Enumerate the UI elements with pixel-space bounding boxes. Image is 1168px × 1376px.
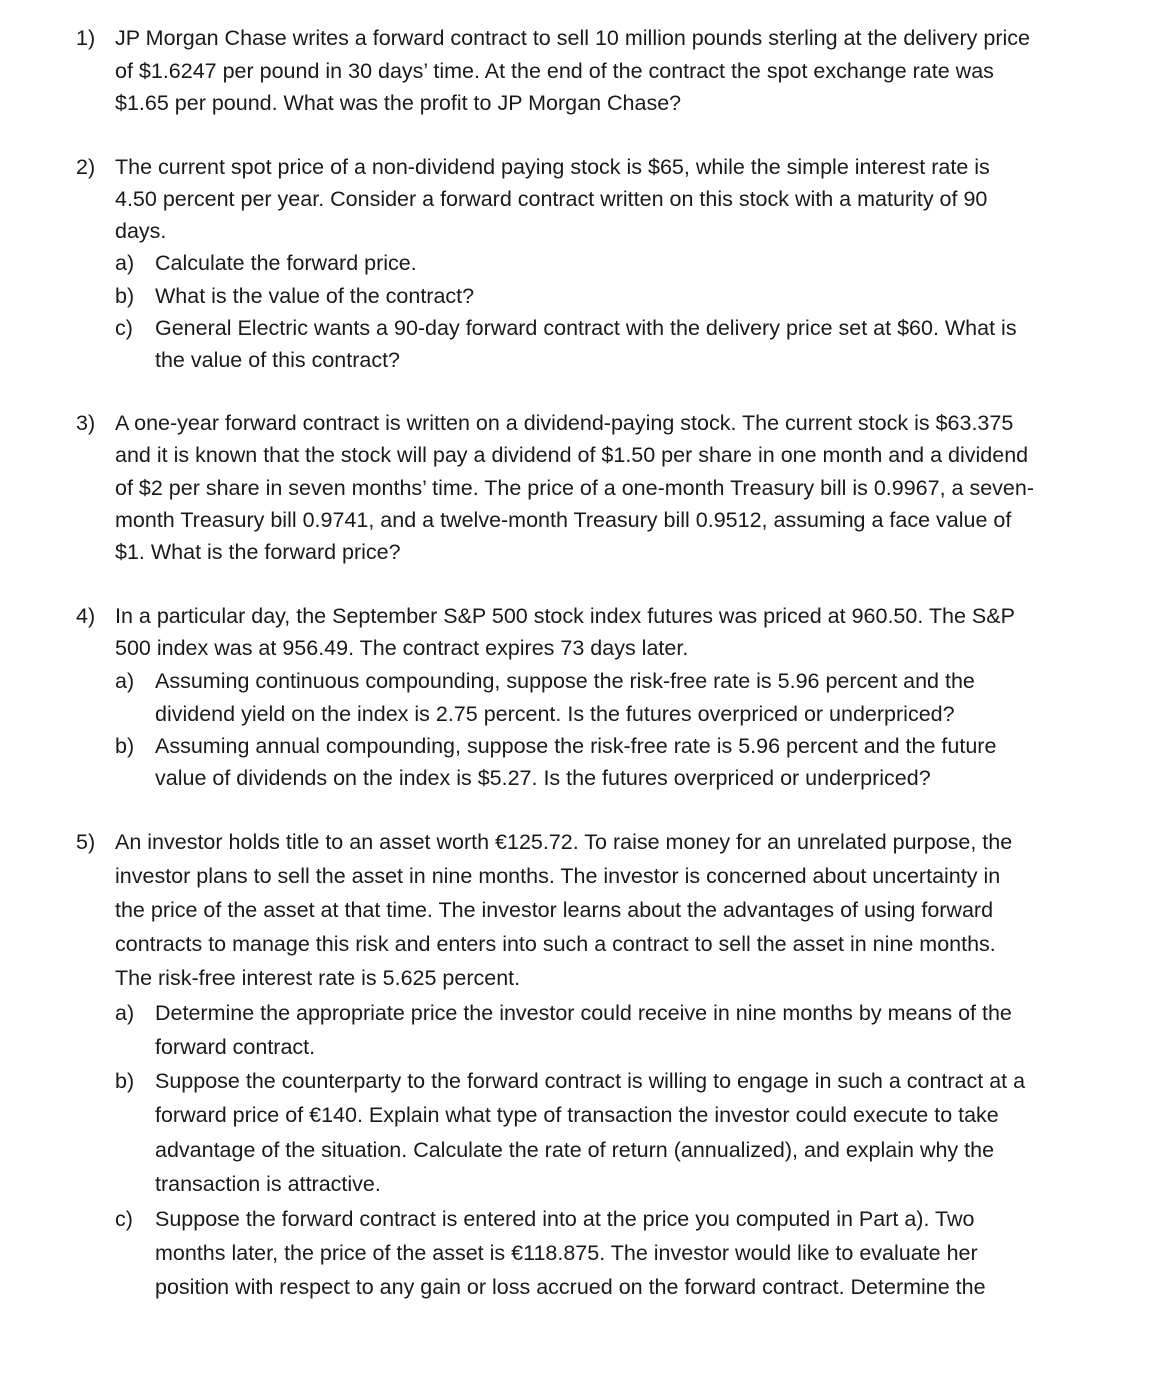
part-text-line: Determine the appropriate price the investor could receive in nine months by means of the <box>155 1001 1012 1025</box>
question-number: 5) <box>76 830 96 854</box>
part-text-line: position with respect to any gain or loss accrued on the forward contract. Determine the <box>155 1275 986 1299</box>
part-label: b) <box>115 284 135 308</box>
part-label: a) <box>115 251 135 275</box>
question-text-line: contracts to manage this risk and enters into such a contract to sell the asset in nine months. <box>115 932 996 956</box>
part-label: c) <box>115 1207 133 1231</box>
question-text-line: The current spot price of a non-dividend paying stock is $65, while the simple interest rate is <box>115 155 990 179</box>
question-text-line: the price of the asset at that time. The investor learns about the advantages of using forward <box>115 898 994 922</box>
question-text-line: and it is known that the stock will pay a dividend of $1.50 per share in one month and a dividend <box>115 443 1029 467</box>
part-text-line: months later, the price of the asset is €118.875. The investor would like to evaluate her <box>155 1241 978 1265</box>
question-text-line: A one-year forward contract is written on a dividend-paying stock. The current stock is $63.375 <box>115 411 1014 435</box>
part-text-line: What is the value of the contract? <box>155 284 475 308</box>
question-text-line: JP Morgan Chase writes a forward contract to sell 10 million pounds sterling at the delivery price <box>115 26 1030 50</box>
part-text-line: General Electric wants a 90-day forward contract with the delivery price set at $60. What is <box>155 316 1017 340</box>
question-text-line: investor plans to sell the asset in nine months. The investor is concerned about uncertainty in <box>115 864 1001 888</box>
part-text-line: forward price of €140. Explain what type of transaction the investor could execute to take <box>155 1103 999 1127</box>
question-text-line: $1. What is the forward price? <box>115 540 401 564</box>
question-text-line: An investor holds title to an asset worth €125.72. To raise money for an unrelated purpose, the <box>115 830 1013 854</box>
question-text-line: The risk-free interest rate is 5.625 percent. <box>115 966 521 990</box>
question-number: 2) <box>76 155 96 179</box>
part-text-line: value of dividends on the index is $5.27. Is the futures overpriced or underpriced? <box>155 766 931 790</box>
part-text-line: Assuming annual compounding, suppose the risk-free rate is 5.96 percent and the future <box>155 734 997 758</box>
part-text-line: Suppose the counterparty to the forward contract is willing to engage in such a contract at a <box>155 1069 1026 1093</box>
part-label: a) <box>115 1001 135 1025</box>
part-text-line: forward contract. <box>155 1035 316 1059</box>
question-text-line: $1.65 per pound. What was the profit to JP Morgan Chase? <box>115 91 682 115</box>
question-text-line: month Treasury bill 0.9741, and a twelve-month Treasury bill 0.9512, assuming a face value of <box>115 508 1012 532</box>
part-label: a) <box>115 669 135 693</box>
question-text-line: days. <box>115 219 167 243</box>
part-text-line: transaction is attractive. <box>155 1172 381 1196</box>
part-label: c) <box>115 316 133 340</box>
question-text-line: 500 index was at 956.49. The contract expires 73 days later. <box>115 636 689 660</box>
part-text-line: Suppose the forward contract is entered into at the price you computed in Part a). Two <box>155 1207 975 1231</box>
question-number: 4) <box>76 604 96 628</box>
part-text-line: dividend yield on the index is 2.75 percent. Is the futures overpriced or underpriced? <box>155 702 955 726</box>
question-number: 1) <box>76 26 96 50</box>
question-number: 3) <box>76 411 96 435</box>
question-text-line: 4.50 percent per year. Consider a forward contract written on this stock with a maturity of 90 <box>115 187 988 211</box>
part-text-line: the value of this contract? <box>155 348 401 372</box>
question-text-line: of $2 per share in seven months’ time. The price of a one-month Treasury bill is 0.9967, a seven- <box>115 476 1035 500</box>
part-label: b) <box>115 1069 135 1093</box>
question-text-line: of $1.6247 per pound in 30 days’ time. At the end of the contract the spot exchange rate was <box>115 59 994 83</box>
question-text-line: In a particular day, the September S&P 500 stock index futures was priced at 960.50. The S&P <box>115 604 1015 628</box>
part-label: b) <box>115 734 135 758</box>
part-text-line: Calculate the forward price. <box>155 251 417 275</box>
part-text-line: advantage of the situation. Calculate the rate of return (annualized), and explain why the <box>155 1138 995 1162</box>
part-text-line: Assuming continuous compounding, suppose the risk-free rate is 5.96 percent and the <box>155 669 975 693</box>
